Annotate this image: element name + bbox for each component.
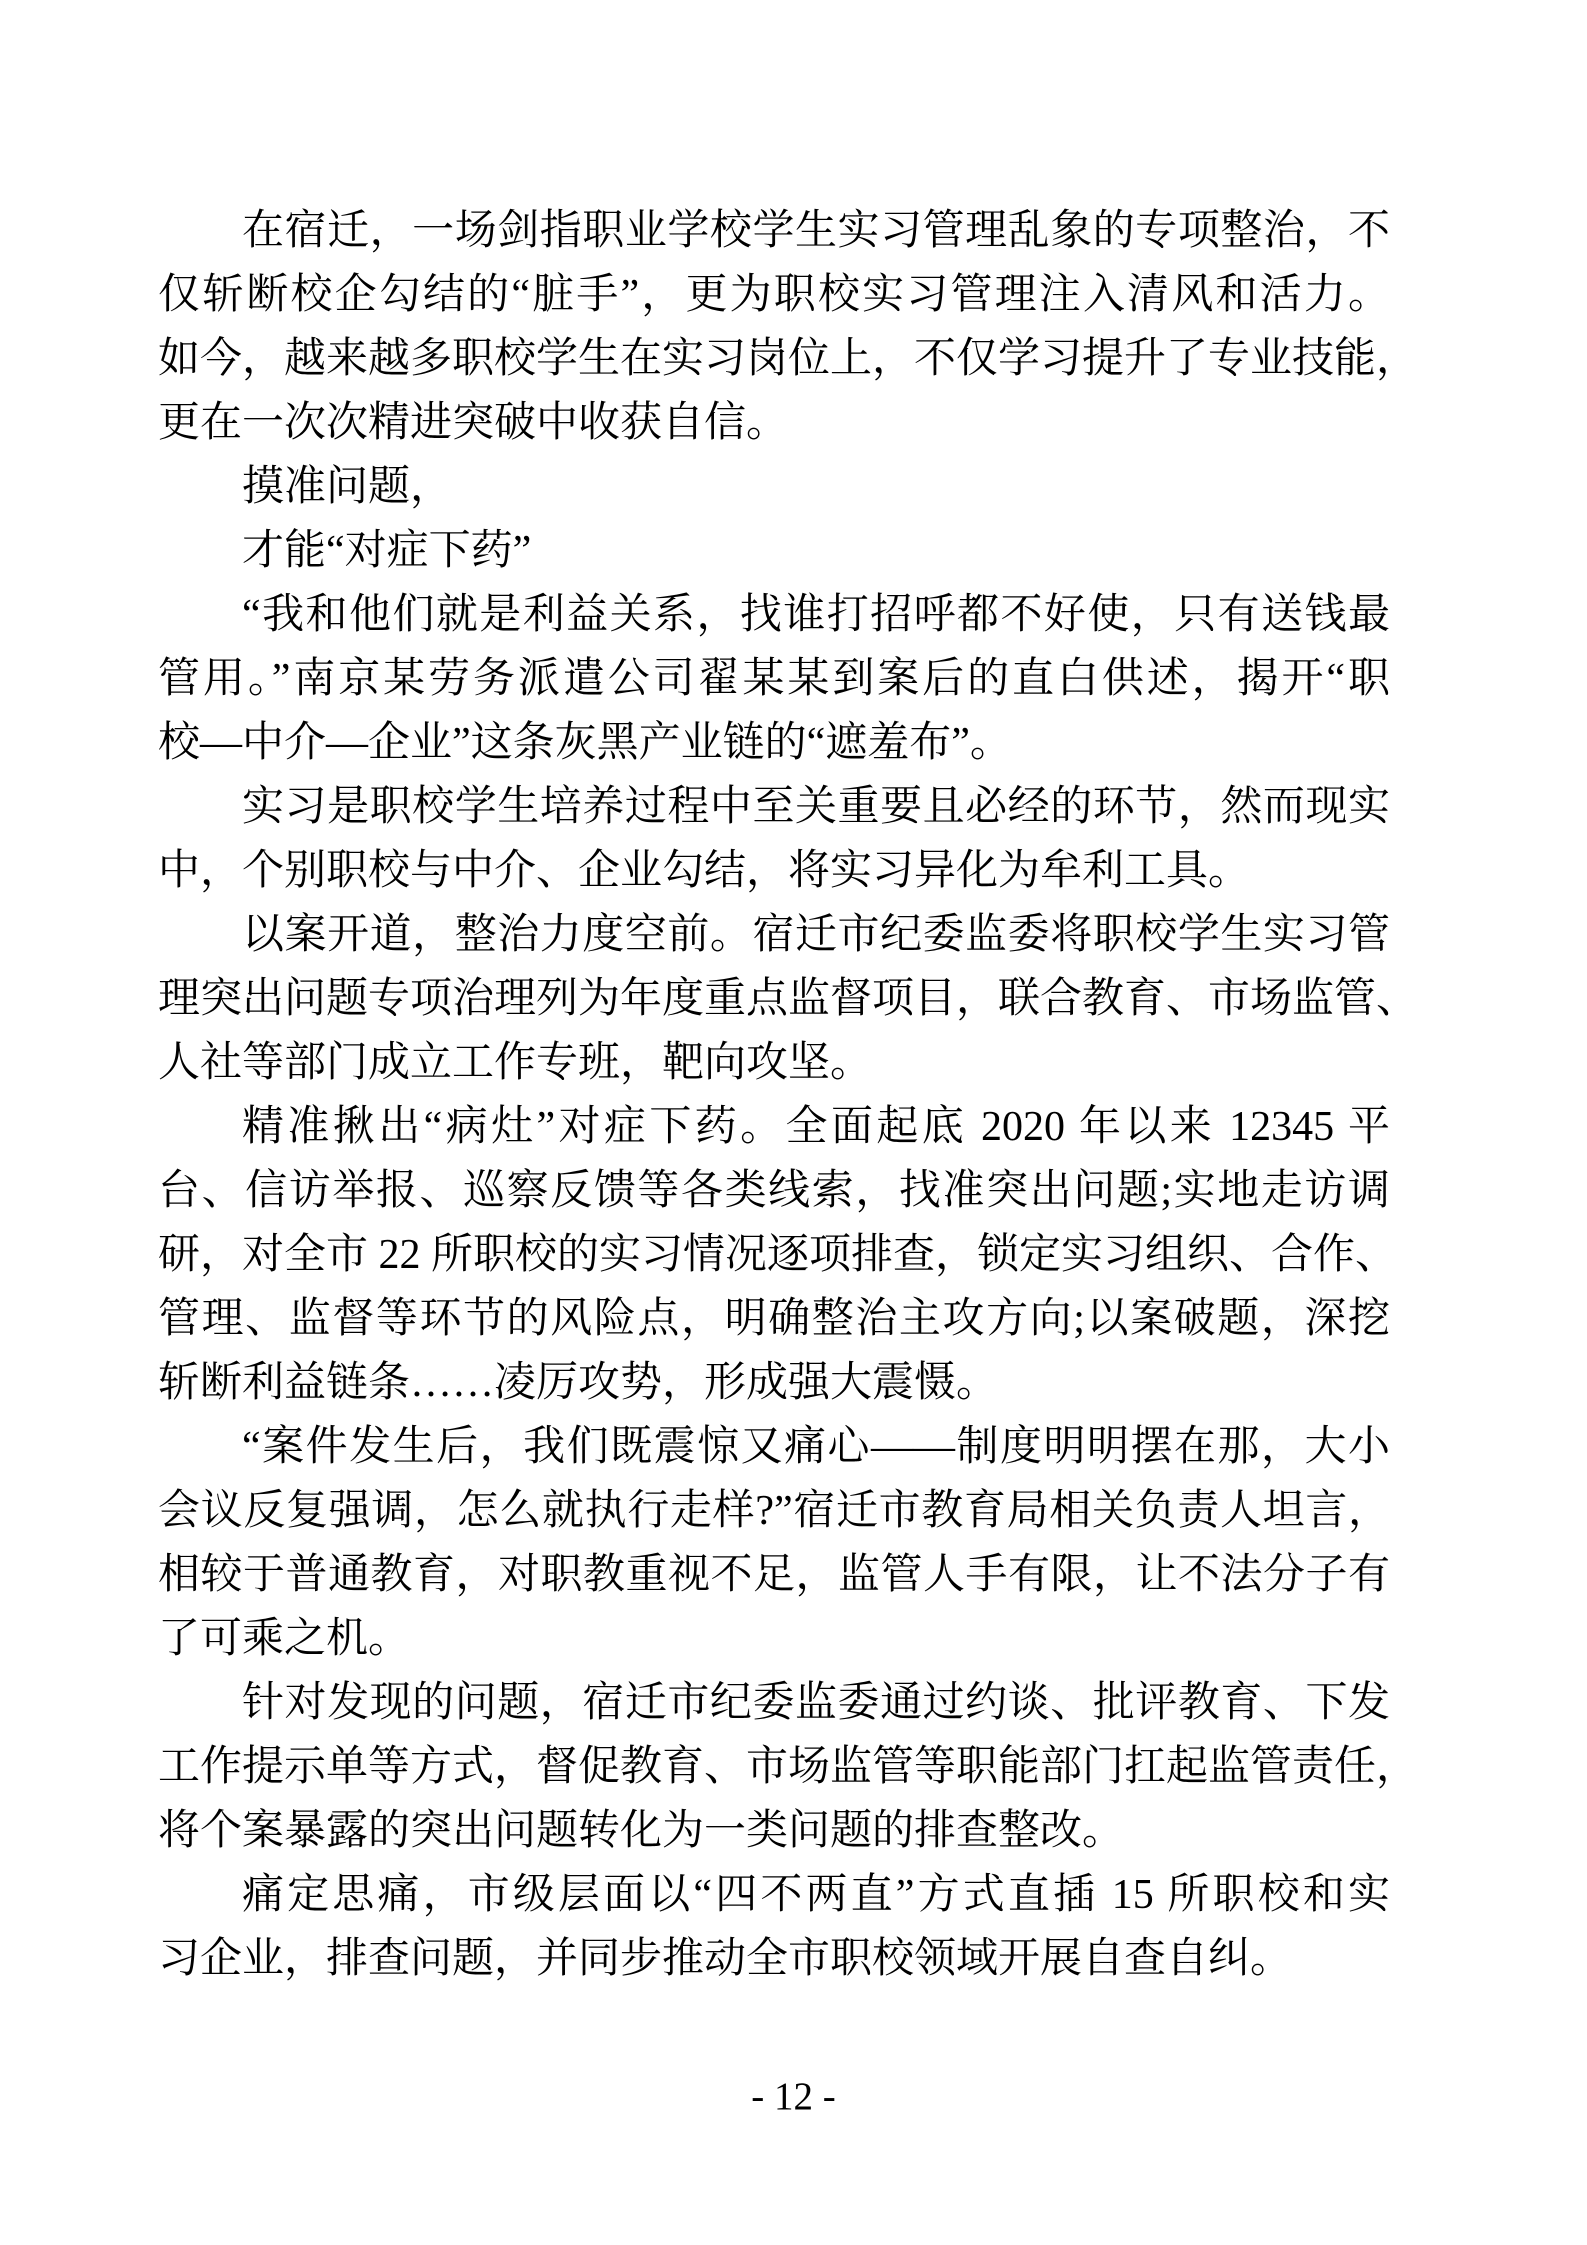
- paragraph-line: 以案开道，整治力度空前。宿迁市纪委监委将职校学生实习管: [242, 912, 1390, 958]
- paragraph-line: “我和他们就是利益关系，找谁打招呼都不好使，只有送钱最: [242, 592, 1390, 638]
- paragraph-line: 痛定思痛，市级层面以“四不两直”方式直插 15 所职校和实: [242, 1872, 1390, 1918]
- paragraph-line: 相较于普通教育，对职教重视不足，监管人手有限，让不法分子有: [158, 1552, 1390, 1598]
- paragraph: [158, 583, 1390, 775]
- paragraph-line: 了可乘之机。: [158, 1616, 411, 1662]
- paragraph-line: 如今，越来越多职校学生在实习岗位上，不仅学习提升了专业技能，: [158, 336, 1419, 382]
- paragraph: [158, 455, 1390, 519]
- paragraph: [158, 199, 1419, 455]
- page-number: - 12 -: [751, 2075, 836, 2118]
- paragraph-line: 人社等部门成立工作专班，靶向攻坚。: [158, 1040, 873, 1086]
- paragraph: [158, 1415, 1390, 1671]
- paragraph: [158, 775, 1390, 903]
- paragraph: [158, 1095, 1398, 1415]
- paragraph-line: 管用。”南京某劳务派遣公司翟某某到案后的直白供述，揭开“职: [158, 656, 1390, 702]
- paragraph: [158, 519, 1390, 583]
- paragraph-line: 仅斩断校企勾结的“脏手”，更为职校实习管理注入清风和活力。: [158, 272, 1390, 318]
- paragraph-line: 摸准问题，: [242, 464, 453, 510]
- paragraph-line: “案件发生后，我们既震惊又痛心——制度明明摆在那，大小: [242, 1424, 1390, 1470]
- paragraph-line: 在宿迁，一场剑指职业学校学生实习管理乱象的专项整治，不: [242, 208, 1390, 254]
- paragraph: [158, 1863, 1390, 1991]
- paragraph-line: 精准揪出“病灶”对症下药。全面起底 2020 年以来 12345 平: [242, 1104, 1390, 1150]
- paragraph-line: 中，个别职校与中介、企业勾结，将实习异化为牟利工具。: [158, 848, 1251, 894]
- document-body-text: [158, 199, 1419, 1991]
- paragraph-line: 才能“对症下药”: [242, 528, 532, 574]
- paragraph-line: 校—中介—企业”这条灰黑产业链的“遮羞布”。: [158, 720, 1012, 766]
- paragraph-line: 会议反复强调，怎么就执行走样?”宿迁市教育局相关负责人坦言，: [158, 1488, 1390, 1534]
- paragraph-line: 习企业，排查问题，并同步推动全市职校领域开展自查自纠。: [158, 1936, 1293, 1982]
- paragraph: [158, 1671, 1419, 1863]
- paragraph: [158, 903, 1419, 1095]
- paragraph-line: 研，对全市 22 所职校的实习情况逐项排查，锁定实习组织、合作、: [158, 1232, 1398, 1278]
- paragraph-line: 管理、监督等环节的风险点，明确整治主攻方向;以案破题，深挖: [158, 1296, 1390, 1342]
- paragraph-line: 将个案暴露的突出问题转化为一类问题的排查整改。: [158, 1808, 1125, 1854]
- paragraph-line: 斩断利益链条……凌厉攻势，形成强大震慑。: [158, 1360, 999, 1406]
- paragraph-line: 台、信访举报、巡察反馈等各类线索，找准突出问题;实地走访调: [158, 1168, 1390, 1214]
- paragraph-line: 工作提示单等方式，督促教育、市场监管等职能部门扛起监管责任，: [158, 1744, 1419, 1790]
- paragraph-line: 更在一次次精进突破中收获自信。: [158, 400, 789, 446]
- paragraph-line: 实习是职校学生培养过程中至关重要且必经的环节，然而现实: [242, 784, 1390, 830]
- paragraph-line: 理突出问题专项治理列为年度重点监督项目，联合教育、市场监管、: [158, 976, 1419, 1022]
- paragraph-line: 针对发现的问题，宿迁市纪委监委通过约谈、批评教育、下发: [242, 1680, 1390, 1726]
